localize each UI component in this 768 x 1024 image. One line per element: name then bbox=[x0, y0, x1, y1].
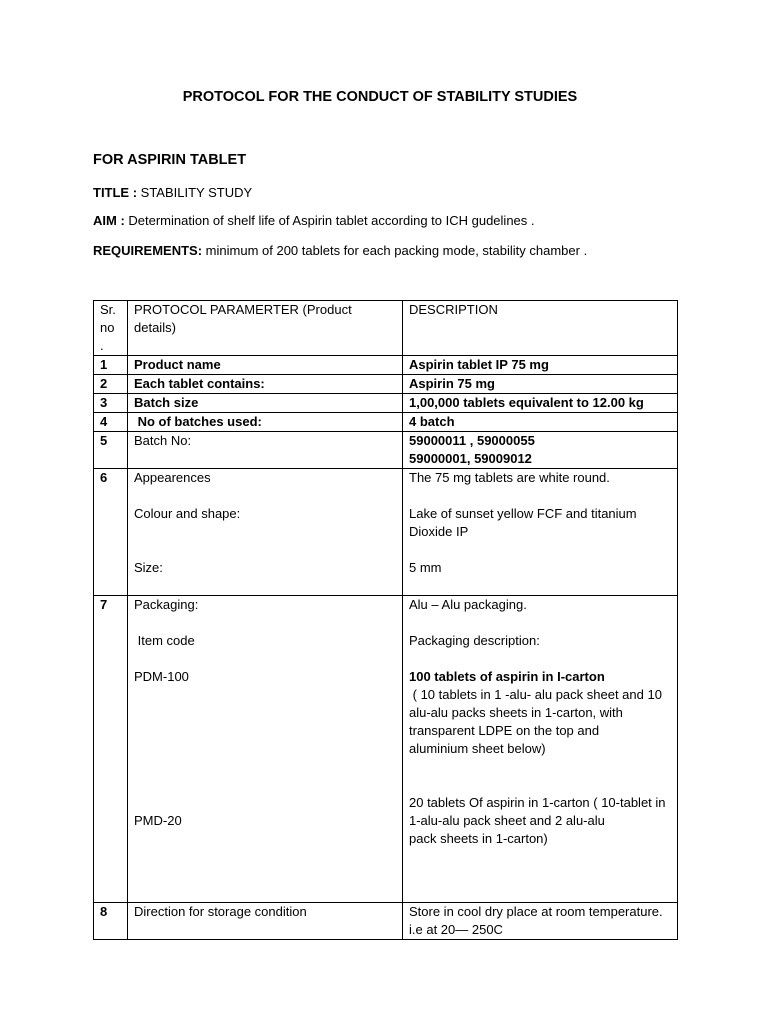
table-row bbox=[94, 596, 678, 903]
table-row bbox=[94, 413, 678, 432]
desc-packaging-description: Packaging description: bbox=[409, 633, 540, 648]
row-sr: 7 bbox=[94, 596, 128, 903]
aim-field-value: Determination of shelf life of Aspirin tablet according to ICH gudelines . bbox=[124, 213, 535, 228]
requirements-field-value: minimum of 200 tablets for each packing mode, stability chamber . bbox=[202, 243, 588, 258]
row-param: Direction for storage condition bbox=[128, 903, 403, 940]
table-row bbox=[94, 375, 678, 394]
table-row bbox=[94, 469, 678, 596]
param-code-pdm: PDM-100 bbox=[134, 669, 189, 684]
header-param: PROTOCOL PARAMERTER (Product details) bbox=[128, 301, 403, 356]
desc-packaging: Alu – Alu packaging. bbox=[409, 597, 527, 612]
document-title: PROTOCOL FOR THE CONDUCT OF STABILITY STUDIES bbox=[182, 89, 578, 105]
desc-pmd-line1: 20 tablets Of aspirin in 1-carton ( 10-tablet in 1-alu-alu pack sheet and 2 alu-alu bbox=[409, 795, 666, 828]
row-desc: 1,00,000 tablets equivalent to 12.00 kg bbox=[403, 394, 678, 413]
document-subtitle: FOR ASPIRIN TABLET bbox=[93, 152, 247, 168]
row-desc: 4 batch bbox=[403, 413, 678, 432]
param-item-code: Item code bbox=[134, 633, 195, 648]
table-header-row bbox=[94, 301, 678, 356]
header-desc: DESCRIPTION bbox=[403, 301, 678, 356]
row-sr: 1 bbox=[94, 356, 128, 375]
row-sr: 3 bbox=[94, 394, 128, 413]
desc-colour-shape: Lake of sunset yellow FCF and titanium Dioxide IP bbox=[409, 506, 637, 539]
row-param bbox=[128, 469, 403, 596]
param-code-pmd: PMD-20 bbox=[134, 813, 182, 828]
aim-field bbox=[93, 213, 535, 228]
header-sr bbox=[94, 301, 128, 356]
row-param: Batch No: bbox=[128, 432, 403, 469]
requirements-field-label: REQUIREMENTS: bbox=[93, 243, 203, 258]
table-row bbox=[94, 903, 678, 940]
row-sr: 5 bbox=[94, 432, 128, 469]
batch-no-line1: 59000011 , 59000055 bbox=[409, 433, 535, 448]
row-sr: 8 bbox=[94, 903, 128, 940]
desc-appearance: The 75 mg tablets are white round. bbox=[409, 470, 610, 485]
aim-field-label: AIM : bbox=[93, 213, 125, 228]
title-field-label: TITLE : bbox=[93, 185, 138, 200]
protocol-table bbox=[93, 300, 678, 940]
param-packaging: Packaging: bbox=[134, 597, 199, 612]
row-desc: Aspirin tablet IP 75 mg bbox=[403, 356, 678, 375]
row-param: Product name bbox=[128, 356, 403, 375]
row-desc bbox=[403, 469, 678, 596]
desc-pmd-line2: pack sheets in 1-carton) bbox=[409, 831, 548, 846]
row-param bbox=[128, 596, 403, 903]
desc-size: 5 mm bbox=[409, 560, 442, 575]
requirements-field bbox=[93, 243, 587, 258]
batch-no-line2: 59000001, 59009012 bbox=[409, 451, 532, 466]
table-row bbox=[94, 356, 678, 375]
row-param: No of batches used: bbox=[128, 413, 403, 432]
table-row bbox=[94, 394, 678, 413]
header-sr-line2: no bbox=[100, 320, 115, 335]
title-field-value: STABILITY STUDY bbox=[137, 185, 253, 200]
desc-pdm-title: 100 tablets of aspirin in I-carton bbox=[409, 669, 605, 684]
row-desc: Store in cool dry place at room temperature. i.e at 20— 250C bbox=[403, 903, 678, 940]
row-param: Each tablet contains: bbox=[128, 375, 403, 394]
row-sr: 2 bbox=[94, 375, 128, 394]
header-sr-line1: Sr. bbox=[100, 302, 116, 317]
param-size: Size: bbox=[134, 560, 163, 575]
header-sr-line3: . bbox=[100, 338, 104, 353]
row-desc: Aspirin 75 mg bbox=[403, 375, 678, 394]
row-desc bbox=[403, 596, 678, 903]
desc-pdm-line2: aluminium sheet below) bbox=[409, 741, 546, 756]
param-appearance: Appearences bbox=[134, 470, 211, 485]
row-sr: 4 bbox=[94, 413, 128, 432]
title-field bbox=[93, 185, 252, 200]
desc-pdm-line1: ( 10 tablets in 1 -alu- alu pack sheet and 10 alu-alu packs sheets in 1-carton, with transparent LDPE on the top and bbox=[409, 687, 666, 738]
row-param: Batch size bbox=[128, 394, 403, 413]
table-row bbox=[94, 432, 678, 469]
row-sr: 6 bbox=[94, 469, 128, 596]
param-colour-shape: Colour and shape: bbox=[134, 506, 241, 521]
row-desc bbox=[403, 432, 678, 469]
